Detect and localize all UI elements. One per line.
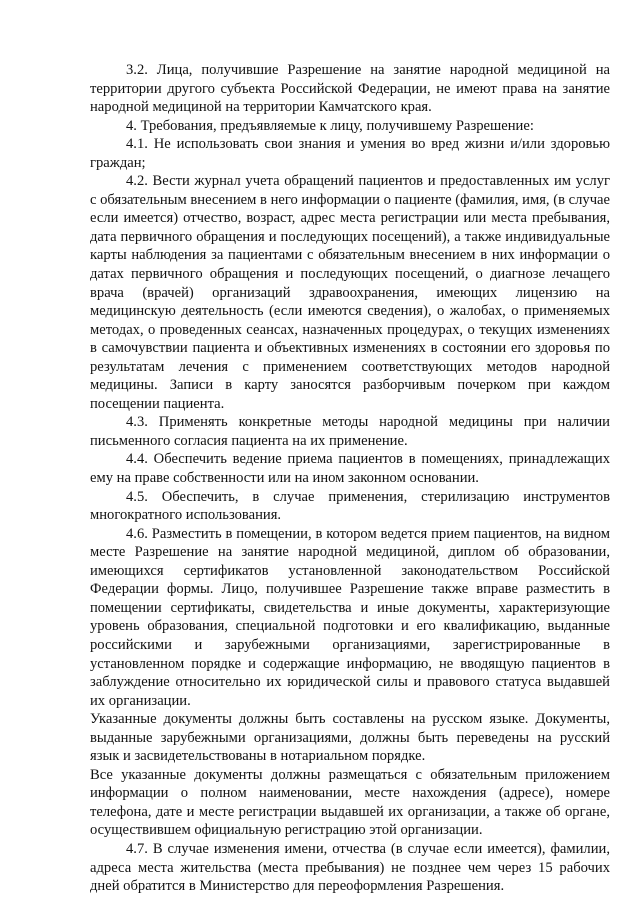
paragraph-3-2: 3.2. Лица, получившие Разрешение на занятие народной медициной на территории другого субъекта Российской Федерации, не имеют права на занятие народной медициной на территории Камчатского края. (90, 62, 610, 116)
paragraph-4-2: 4.2. Вести журнал учета обращений пациентов и предоставленных им услуг с обязательным внесением в него информации о пациенте (фамилия, имя, (в случае если имеется) отчество, возраст, адрес места регистрации или места пребывания, дата первичного обращения и последующих посещений), а также индивидуальные карты наблюдения за пациентами с обязательным внесением в них информации о датах первичного обращения и последующих посещений, о диагнозе лечащего врача (врачей) организаций здравоохранения, имеющих лицензию на медицинскую деятельность (если имеются сведения), о жалобах, о применяемых методах, о проведенных сеансах, назначенных процедурах, о текущих изменениях в самочувствии пациента и объективных изменениях в состоянии его здоровья по результатам лечения с применением соответствующих методов народной медицины. Записи в карту заносятся разборчивым почерком при каждом посещении пациента. (90, 173, 610, 412)
paragraph-4-4: 4.4. Обеспечить ведение приема пациентов в помещениях, принадлежащих ему на праве собственности или на ином законном основании. (90, 451, 610, 487)
paragraph-4-1: 4.1. Не использовать свои знания и умения во вред жизни и/или здоровью граждан; (90, 136, 610, 171)
paragraph-documents-information: Все указанные документы должны размещаться с обязательным приложением информации о полном наименовании, месте нахождения (адресе), номере телефона, дате и месте регистрации выдавшей их организации, а также об органе, осуществившем официальную регистрацию этой организации. (90, 766, 610, 839)
paragraph-4-6: 4.6. Разместить в помещении, в котором ведется прием пациентов, на видном месте Разрешение на занятие народной медициной, диплом об образовании, имеющихся сертификатов установленной законодательством Российской Федерации формы. Лицо, получившее Разрешение также вправе разместить в помещении сертификаты, свидетельства и иные документы, характеризующие уровень образования, специальной подготовки и его квалификацию, выданные российскими и зарубежными организациями, зарегистрированные в установленном порядке и содержащие информацию, не вводящую пациентов в заблуждение относительно их юридической силы и правового статуса выдавшей их организации. (90, 525, 610, 709)
paragraph-4-3: 4.3. Применять конкретные методы народной медицины при наличии письменного согласия пациента на их применение. (90, 414, 610, 449)
paragraph-4-7: 4.7. В случае изменения имени, отчества (в случае если имеется), фамилии, адреса места жительства (места пребывания) не позднее чем через 15 рабочих дней обратится в Министерство для переоформления Разрешения. (90, 840, 610, 895)
document-page (90, 61, 610, 896)
paragraph-documents-language: Указанные документы должны быть составлены на русском языке. Документы, выданные зарубежными организациями, должны быть переведены на русский язык и засвидетельствованы в нотариальном порядке. (90, 711, 610, 765)
paragraph-4-heading: 4. Требования, предъявляемые к лицу, получившему Разрешение: (126, 117, 534, 134)
paragraph-4-5: 4.5. Обеспечить, в случае применения, стерилизацию инструментов многократного использования. (90, 488, 610, 524)
